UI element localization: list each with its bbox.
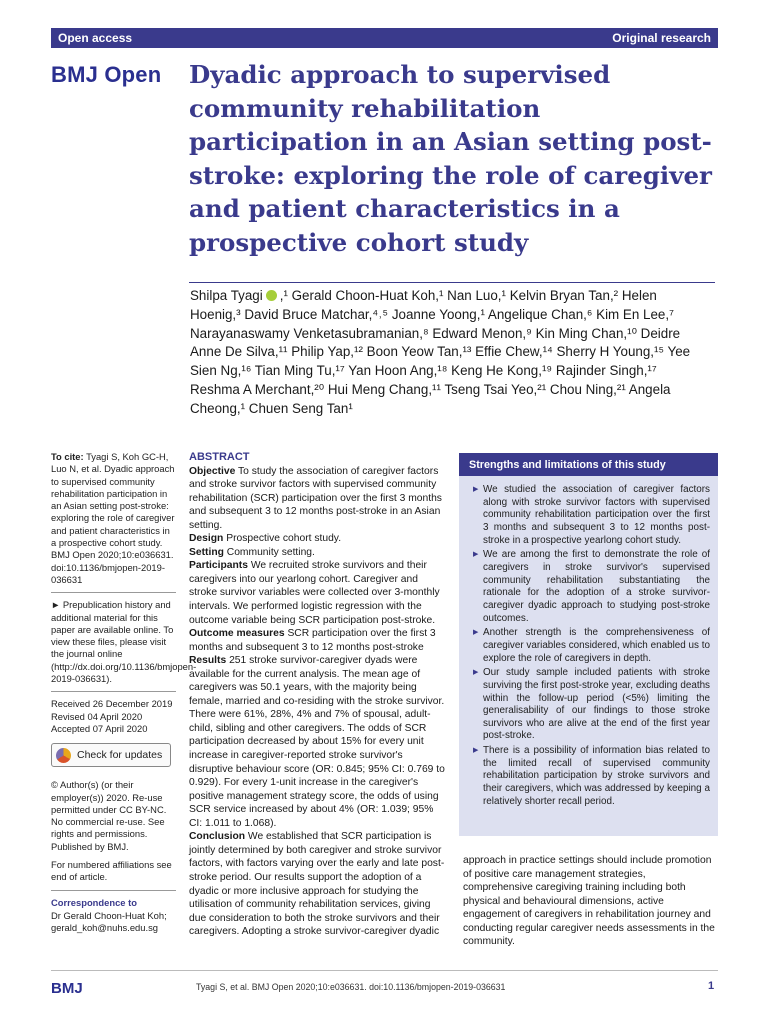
list-item: ▶ Another strength is the comprehensiveness of caregiver variables considered, which enabled us to explore the role of caregivers in depth. (473, 627, 710, 665)
footer-divider (51, 970, 718, 971)
strengths-box (459, 453, 718, 836)
abstract-outcome: Outcome measures SCR participation over the first 3 months and subsequent 3 to 12 months post-stroke (189, 628, 436, 653)
bmj-logo: BMJ (51, 980, 83, 997)
abstract (189, 451, 445, 939)
abstract-design: Design Prospective cohort study. (189, 533, 342, 545)
list-item: ▶ We studied the association of caregiver factors along with stroke survivor factors with supervised community rehabilitation participation over the first 3 months and subsequent 3 to 12 months post-stroke in a prospective yearlong cohort study. (473, 484, 710, 547)
abstract-heading: ABSTRACT (189, 451, 250, 463)
list-item: ▶ There is a possibility of information bias related to the limited recall of supervised community rehabilitation participation by stroke survivors and their caregivers, which was addressed by keeping a relatively shorter recall period. (473, 745, 710, 808)
abstract-participants: Participants We recruited stroke survivors and their caregivers into our yearlong cohort. Caregiver and stroke survivor variables were collected over 3-monthly intervals. We performed logistic regression with the outcome variable being SCR participation post-stroke. (189, 560, 440, 626)
footer-citation: Tyagi S, et al. BMJ Open 2020;10:e036631. doi:10.1136/bmjopen-2019-036631 (196, 982, 506, 992)
prepub-note: ► Prepublication history and additional material for this paper are available online. To view these files, please visit the journal online (http://dx.doi.org/10.1136/bmjopen-2019-036631). (51, 599, 197, 685)
co-authors: ,¹ Gerald Choon-Huat Koh,¹ Nan Luo,¹ Kelvin Bryan Tan,² Helen Hoenig,³ David Bruce Matchar,⁴˒⁵ Joanne Yoong,¹ Angelique Chan,⁶ Kim En Lee,⁷ Narayanaswamy Venketasubramanian,⁸ Edward Menon,⁹ Kin Ming Chan,¹⁰ Deidre Anne De Silva,¹¹ Philip Yap,¹² Boon Yeow Tan,¹³ Effie Chew,¹⁴ Sherry H Young,¹⁵ Yee Sien Ng,¹⁶ Tian Ming Tu,¹⁷ Yan Hoon Ang,¹⁸ Keng He Kong,¹⁹ Rajinder Singh,¹⁷ Reshma A Merchant,²⁰ Hui Meng Chang,¹¹ Tseng Tsai Yeo,²¹ Chou Ning,²¹ Angela Cheong,¹ Chuen Seng Tan¹ (190, 288, 691, 416)
list-item: ▶ We are among the first to demonstrate the role of caregivers in stroke survivor's supervised community rehabilitation substantiating the rationale for the adoption of a stroke survivor-caregiver dyadic approach to studying post-stroke outcomes. (473, 549, 710, 625)
top-banner (51, 28, 718, 48)
correspondence-info[interactable]: Dr Gerald Choon-Huat Koh; gerald_koh@nuhs.edu.sg (51, 909, 167, 934)
affiliations-note: For numbered affiliations see end of article. (51, 859, 172, 883)
accepted-date: Accepted 07 April 2020 (51, 722, 148, 734)
article-title: Dyadic approach to supervised community rehabilitation participation in an Asian setting post-stroke: exploring the role of caregiver and patient characteristics in a prospective cohort study (189, 60, 712, 257)
citation-block: To cite: Tyagi S, Koh GC-H, Luo N, et al. Dyadic approach to supervised community rehabilitation participation in an Asian setting post-stroke: exploring the role of caregiver and patient characteristics in a prospective cohort study. BMJ Open 2020;10:e036631. doi:10.1136/bmjopen-2019-036631 (51, 451, 175, 585)
abstract-conclusion: Conclusion We established that SCR participation is jointly determined by both caregiver and stroke survivor factors, with factors varying over the early and late post-stroke period. Our results support the adoption of a dyadic or more inclusive approach for studying the utilisation of community rehabilitation services, giving due consideration to both the stroke survivors and their caregivers. Adopting a stroke survivor-caregiver dyadic (189, 831, 445, 938)
crossmark-icon (56, 748, 71, 763)
revised-date: Revised 04 April 2020 (51, 710, 143, 722)
article-type-label: Original research (612, 31, 711, 45)
strengths-heading: Strengths and limitations of this study (459, 453, 718, 476)
received-date: Received 26 December 2019 (51, 698, 173, 710)
correspondence-label: Correspondence to (51, 896, 137, 908)
open-access-label: Open access (58, 31, 133, 45)
abstract-results: Results 251 stroke survivor-caregiver dyads were available for the current analysis. The mean age of caregivers was 50.1 years, with the majority being female, married and co-residing with the stroke survivor. There were 61%, 28%, 4% and 7% of spousal, adult-child, sibling and other caregivers. The odds of SCR participation decreased by about 15% for every unit increase in caregiver-reported stroke survivor's disruptive behaviour score (OR: 0.845; 95% CI: 0.769 to 0.929). For every 1-unit increase in the caregiver's positive management strategy score, the odds of using SCR service increased by about 4% (OR: 1.039; 95% CI: 1.011 to 1.068). (189, 655, 445, 829)
list-item: ▶ Our study sample included patients with stroke surviving the first post-stroke year, excluding deaths within the follow-up period (<5%) limiting the generalisability of our findings to those stroke survivors who are alive at the end of the first year post-stroke. (473, 667, 710, 743)
first-author[interactable]: Shilpa Tyagi (190, 288, 263, 303)
abstract-continuation: approach in practice settings should include promotion of positive care management strategies, comprehensive caregiving training including both physical and behavioural dimensions, active engagement of caregivers in rehabilitation journey and conducting regular caregiver needs assessments in the community. (463, 855, 715, 948)
copyright-notice: © Author(s) (or their employer(s)) 2020. Re-use permitted under CC BY-NC. No commercial re-use. See rights and permissions. Published by BMJ. (51, 779, 167, 852)
sidebar (51, 451, 197, 935)
author-list (190, 287, 710, 419)
strengths-list (459, 476, 718, 808)
abstract-setting: Setting Community setting. (189, 546, 315, 558)
page-number: 1 (708, 980, 715, 992)
check-updates-button[interactable]: Check for updates (51, 743, 171, 767)
title-divider (189, 282, 715, 283)
abstract-objective: Objective To study the association of caregiver factors and stroke survivor factors with supervised community rehabilitation (SCR) participation over the first 3 months and subsequent 3 to 12 months post-stroke in an Asian setting. (189, 465, 442, 531)
journal-logo: BMJ Open (51, 62, 162, 87)
orcid-icon[interactable] (266, 290, 277, 301)
